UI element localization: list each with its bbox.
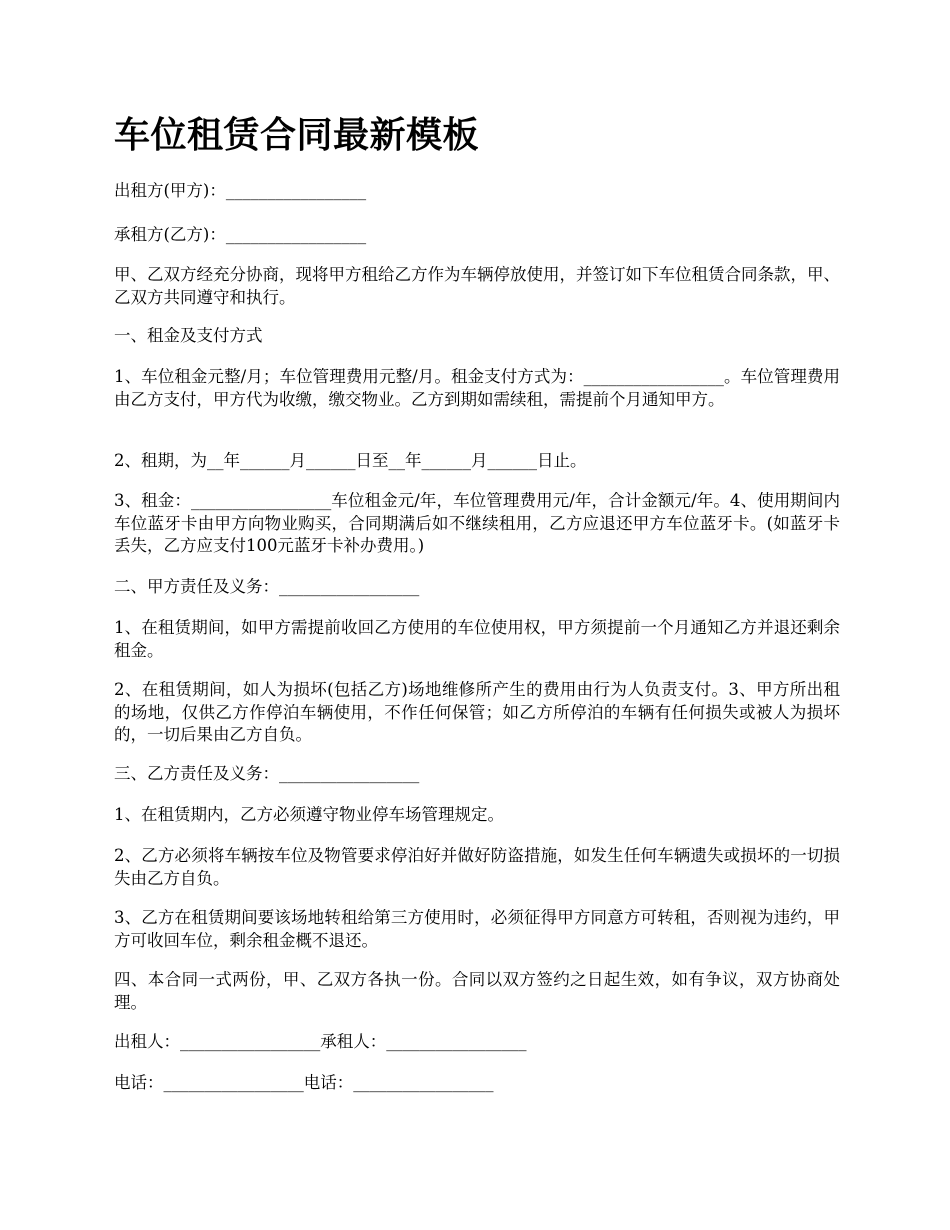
intro-paragraph: 甲、乙双方经充分协商，现将甲方租给乙方作为车辆停放使用，并签订如下车位租赁合同条款，甲、乙双方共同遵守和执行。 bbox=[114, 265, 840, 307]
signature-line: 出租人：_________________承租人：_________________ bbox=[114, 1032, 527, 1051]
section-heading-lessee-duties: 三、乙方责任及义务：_________________ bbox=[114, 764, 420, 783]
phone-line: 电话：_________________电话：_________________ bbox=[114, 1073, 494, 1092]
clause-lessee-2: 2、乙方必须将车辆按车位及物管要求停泊好并做好防盗措施，如发生任何车辆遗失或损坏的一切损失由乙方自负。 bbox=[114, 846, 840, 888]
section-heading-rent: 一、租金及支付方式 bbox=[114, 326, 263, 345]
clause-lessor-1: 1、在租赁期间，如甲方需提前收回乙方使用的车位使用权，甲方须提前一个月通知乙方并退还剩余租金。 bbox=[114, 618, 840, 660]
clause-rent-1: 1、车位租金元整/月；车位管理费用元整/月。租金支付方式为：_________________。车位管理费用由乙方支付，甲方代为收缴，缴交物业。乙方到期如需续租，需提前个月通知甲方。 bbox=[114, 367, 840, 409]
section-general-terms: 四、本合同一式两份，甲、乙双方各执一份。合同以双方签约之日起生效，如有争议，双方协商处理。 bbox=[114, 970, 840, 1012]
clause-lessee-3: 3、乙方在租赁期间要该场地转租给第三方使用时，必须征得甲方同意方可转租，否则视为违约，甲方可收回车位，剩余租金概不退还。 bbox=[114, 908, 840, 950]
clause-rent-2: 2、租期，为__年______月______日至__年______月______日止。 bbox=[114, 451, 587, 470]
section-heading-lessor-duties: 二、甲方责任及义务：_________________ bbox=[114, 577, 420, 596]
lessor-line: 出租方(甲方)：_________________ bbox=[114, 181, 367, 200]
lessee-line: 承租方(乙方)：_________________ bbox=[114, 225, 367, 244]
clause-lessee-1: 1、在租赁期内，乙方必须遵守物业停车场管理规定。 bbox=[114, 805, 504, 824]
clause-lessor-2: 2、在租赁期间，如人为损坏(包括乙方)场地维修所产生的费用由行为人负责支付。3、甲方所出租的场地，仅供乙方作停泊车辆使用，不作任何保管；如乙方所停泊的车辆有任何损失或被人为损坏的，一切后果由乙方自负。 bbox=[114, 680, 840, 744]
document-title: 车位租赁合同最新模板 bbox=[114, 114, 480, 156]
clause-rent-3: 3、租金：_________________车位租金元/年，车位管理费用元/年，合计金额元/年。4、使用期间内车位蓝牙卡由甲方向物业购买，合同期满后如不继续租用，乙方应退还甲方车位蓝牙卡。(如蓝牙卡丢失，乙方应支付100元蓝牙卡补办费用。) bbox=[114, 491, 840, 555]
